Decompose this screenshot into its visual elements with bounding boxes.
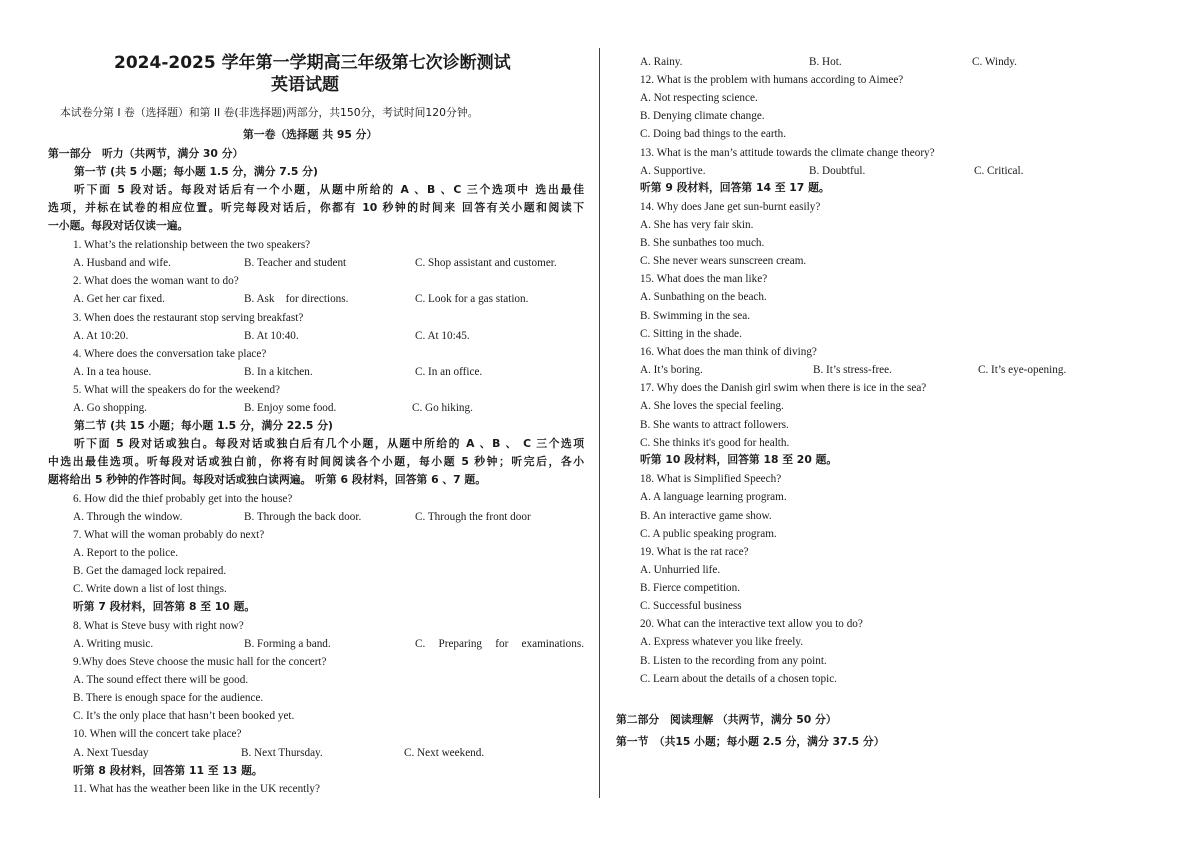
option-a: A. Get her car fixed. <box>73 293 165 305</box>
option-c: C. Sitting in the shade. <box>640 328 742 340</box>
option-b: B. An interactive game show. <box>640 510 772 522</box>
section1-instructions-line: 听下面 5 段对话。每段对话后有一个小题，从题中所给的 A 、B 、C 三个选项中 选出最佳 <box>74 183 584 196</box>
section1-instructions-line: 一小题。每段对话仅读一遍。 <box>48 219 189 232</box>
part1-heading: 第一部分 听力（共两节，满分 30 分） <box>48 147 244 160</box>
option-c: C. In an office. <box>415 366 483 378</box>
option-a: A. In a tea house. <box>73 366 152 378</box>
option-b: B. Get the damaged lock repaired. <box>73 565 227 577</box>
option-c: C. At 10:45. <box>415 330 470 342</box>
exam-subtitle: 英语试题 <box>271 75 339 95</box>
option-c: C. Next weekend. <box>404 747 485 759</box>
option-b: B. It’s stress-free. <box>813 364 892 376</box>
question-stem: 13. What is the man’s attitude towards the climate change theory? <box>640 147 935 159</box>
option-b: B. There is enough space for the audience. <box>73 692 264 704</box>
option-b: B. Swimming in the sea. <box>640 310 751 322</box>
section2-instructions-line: 听下面 5 段对话或独白。每段对话或独白后有几个小题，从题中所给的 A 、B 、 C 三个选项 <box>74 437 584 450</box>
option-c: C. She never wears sunscreen cream. <box>640 255 807 267</box>
option-c: C. Look for a gas station. <box>415 293 529 305</box>
option-a: A. Go shopping. <box>73 402 147 414</box>
option-b: B. Denying climate change. <box>640 110 765 122</box>
option-b: B. Teacher and student <box>244 257 347 269</box>
option-c: C. Doing bad things to the earth. <box>640 128 787 140</box>
option-c: C. Critical. <box>974 165 1024 177</box>
option-b: B. Next Thursday. <box>241 747 323 759</box>
option-c: C. A public speaking program. <box>640 528 777 540</box>
option-a: A. It’s boring. <box>640 364 703 376</box>
option-a: A. Rainy. <box>640 56 683 68</box>
question-stem: 11. What has the weather been like in the UK recently? <box>73 783 320 795</box>
part1-section2-heading: 第二节 (共 15 小题；每小题 1.5 分，满分 22.5 分) <box>74 419 333 432</box>
column-divider <box>599 48 600 798</box>
option-c: C. Write down a list of lost things. <box>73 583 227 595</box>
option-c: C. It’s eye-opening. <box>978 364 1067 376</box>
question-stem: 6. How did the thief probably get into the house? <box>73 493 293 505</box>
audio-heading: 听第 9 段材料，回答第 14 至 17 题。 <box>640 181 830 194</box>
option-a: A. Writing music. <box>73 638 154 650</box>
question-stem: 18. What is Simplified Speech? <box>640 473 782 485</box>
option-a: A. At 10:20. <box>73 330 129 342</box>
option-a: A. Unhurried life. <box>640 564 721 576</box>
option-a: A. Next Tuesday <box>73 747 149 759</box>
exam-title: 2024-2025 学年第一学期高三年级第七次诊断测试 <box>114 53 511 73</box>
question-stem: 2. What does the woman want to do? <box>73 275 239 287</box>
part2-section1-heading: 第一节 （共15 小题；每小题 2.5 分，满分 37.5 分） <box>616 735 885 748</box>
question-stem: 19. What is the rat race? <box>640 546 749 558</box>
option-a: A. She has very fair skin. <box>640 219 754 231</box>
option-b: B. Fierce competition. <box>640 582 741 594</box>
option-a: A. Not respecting science. <box>640 92 758 104</box>
option-b: B. She sunbathes too much. <box>640 237 765 249</box>
option-b: B. Doubtful. <box>809 165 866 177</box>
option-a: A. She loves the special feeling. <box>640 400 784 412</box>
audio-heading: 听第 8 段材料，回答第 11 至 13 题。 <box>73 764 263 777</box>
option-c: C. Through the front door <box>415 511 531 523</box>
part2-heading: 第二部分 阅读理解 （共两节，满分 50 分） <box>616 713 837 726</box>
option-a: A. Report to the police. <box>73 547 179 559</box>
option-b: B. Listen to the recording from any point. <box>640 655 827 667</box>
option-c: C. It’s the only place that hasn’t been booked yet. <box>73 710 295 722</box>
question-stem: 17. Why does the Danish girl swim when there is ice in the sea? <box>640 382 927 394</box>
option-c: C. Successful business <box>640 600 742 612</box>
question-stem: 3. When does the restaurant stop serving breakfast? <box>73 312 304 324</box>
question-stem: 16. What does the man think of diving? <box>640 346 817 358</box>
option-a: A. Supportive. <box>640 165 706 177</box>
question-stem: 14. Why does Jane get sun-burnt easily? <box>640 201 821 213</box>
audio-heading: 听第 10 段材料，回答第 18 至 20 题。 <box>640 453 838 466</box>
question-stem: 7. What will the woman probably do next? <box>73 529 265 541</box>
option-c: C. Learn about the details of a chosen topic. <box>640 673 837 685</box>
option-a: A. Husband and wife. <box>73 257 171 269</box>
option-b: B. She wants to attract followers. <box>640 419 789 431</box>
option-b: B. Forming a band. <box>244 638 331 650</box>
question-stem: 8. What is Steve busy with right now? <box>73 620 244 632</box>
option-a: A. The sound effect there will be good. <box>73 674 249 686</box>
question-stem: 15. What does the man like? <box>640 273 768 285</box>
option-c: C. She thinks it's good for health. <box>640 437 790 449</box>
question-stem: 12. What is the problem with humans according to Aimee? <box>640 74 904 86</box>
option-b: B. Ask for directions. <box>244 293 349 305</box>
option-b: B. Enjoy some food. <box>244 402 337 414</box>
question-stem: 20. What can the interactive text allow you to do? <box>640 618 863 630</box>
part1-section1-heading: 第一节 (共 5 小题；每小题 1.5 分，满分 7.5 分) <box>74 165 318 178</box>
volume-heading: 第一卷（选择题 共 95 分） <box>243 128 378 141</box>
audio-heading: 听第 7 段材料，回答第 8 至 10 题。 <box>73 600 256 613</box>
option-b: B. Through the back door. <box>244 511 362 523</box>
option-a: A. Express whatever you like freely. <box>640 636 803 648</box>
exam-intro: 本试卷分第 I 卷（选择题）和第 II 卷(非选择题)两部分，共150分，考试时间120分钟。 <box>60 106 479 119</box>
section2-instructions-line: 题将给出 5 秒钟的作答时间。每段对话或独白读两遍。 听第 6 段材料，回答第 6 、7 题。 <box>48 473 487 486</box>
option-a: A. A language learning program. <box>640 491 787 503</box>
option-a: A. Through the window. <box>73 511 183 523</box>
question-stem: 10. When will the concert take place? <box>73 728 242 740</box>
option-b: B. Hot. <box>809 56 842 68</box>
option-c: C. Preparing for examinations. <box>415 638 584 650</box>
question-stem: 1. What’s the relationship between the two speakers? <box>73 239 311 251</box>
question-stem: 4. Where does the conversation take place? <box>73 348 267 360</box>
option-b: B. In a kitchen. <box>244 366 313 378</box>
question-stem: 5. What will the speakers do for the weekend? <box>73 384 281 396</box>
option-a: A. Sunbathing on the beach. <box>640 291 767 303</box>
option-c: C. Shop assistant and customer. <box>415 257 557 269</box>
option-c: C. Go hiking. <box>412 402 473 414</box>
section1-instructions-line: 选项，并标在试卷的相应位置。听完每段对话后，你都有 10 秒钟的时间来 回答有关小题和阅读下 <box>48 201 584 214</box>
option-c: C. Windy. <box>972 56 1017 68</box>
question-stem: 9.Why does Steve choose the music hall for the concert? <box>73 656 327 668</box>
option-b: B. At 10:40. <box>244 330 299 342</box>
section2-instructions-line: 中选出最佳选项。听每段对话或独白前，你将有时间阅读各个小题，每小题 5 秒钟；听完后，各小 <box>48 455 584 468</box>
